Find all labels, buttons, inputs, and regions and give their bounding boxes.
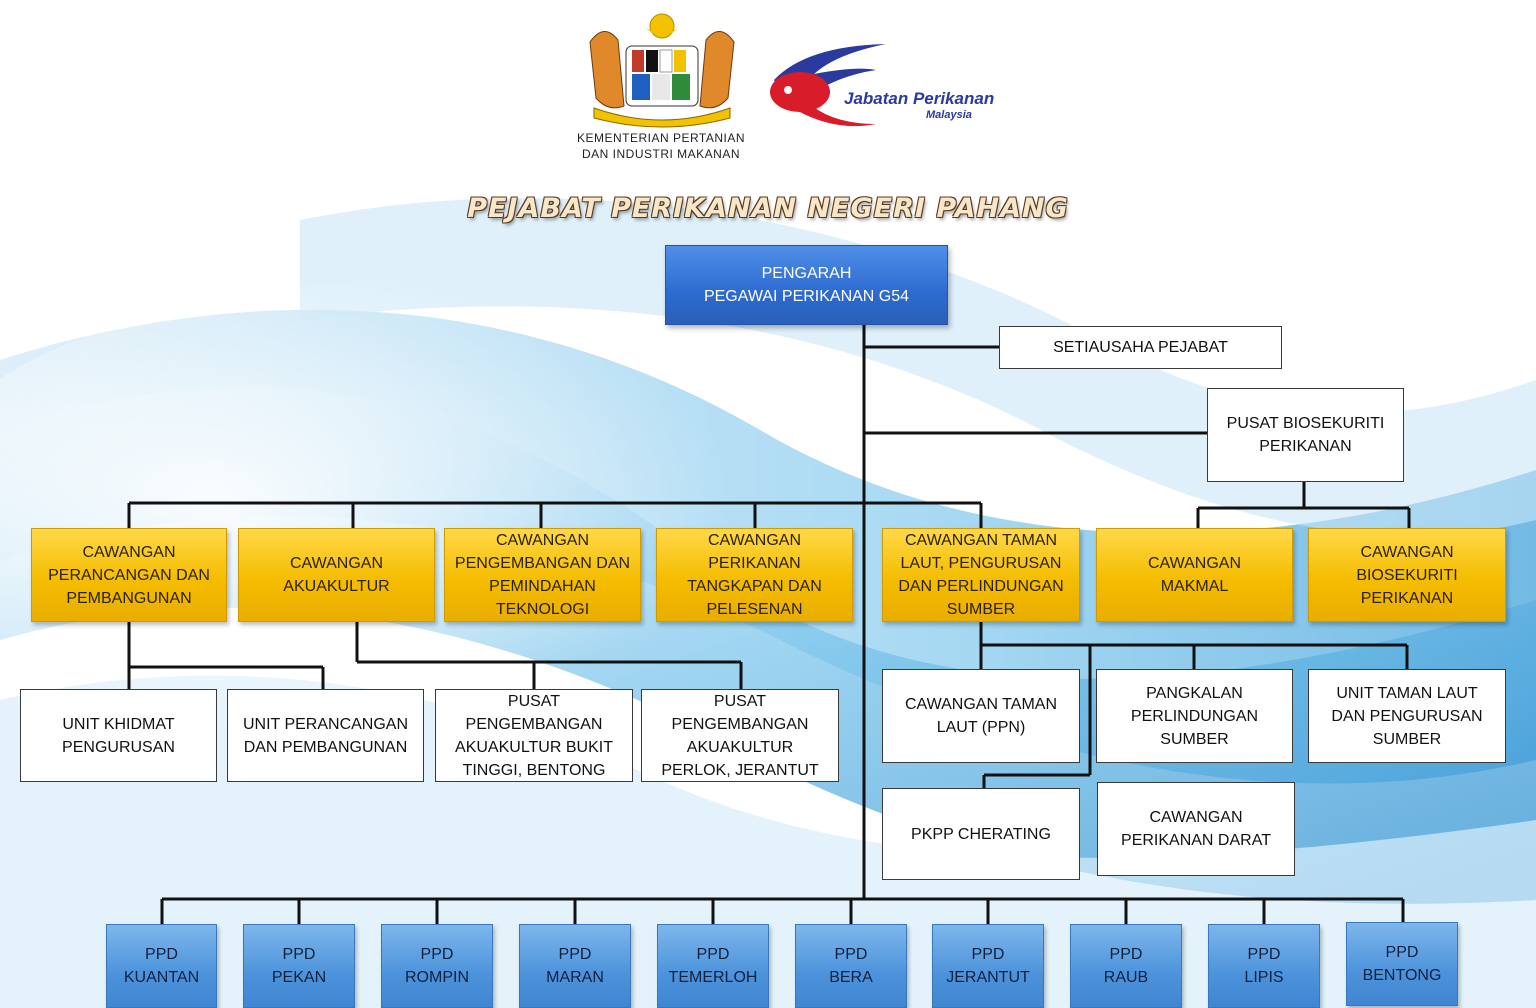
secretary-box: SETIAUSAHA PEJABAT <box>999 326 1282 369</box>
district-rompin: PPD ROMPIN <box>381 924 493 1008</box>
district-kuantan: PPD KUANTAN <box>106 924 217 1008</box>
unit-pkpp-cherating: PKPP CHERATING <box>882 788 1080 880</box>
unit-inland-fisheries: CAWANGAN PERIKANAN DARAT <box>1097 782 1295 876</box>
unit-planning-development: UNIT PERANCANGAN DAN PEMBANGUNAN <box>227 689 424 782</box>
district-lipis: PPD LIPIS <box>1208 924 1320 1008</box>
district-temerloh: PPD TEMERLOH <box>657 924 769 1008</box>
district-jerantut: PPD JERANTUT <box>932 924 1044 1008</box>
unit-marine-park-resource-management: UNIT TAMAN LAUT DAN PENGURUSAN SUMBER <box>1308 669 1506 763</box>
unit-aquaculture-center-perlok: PUSAT PENGEMBANGAN AKUAKULTUR PERLOK, JERANTUT <box>641 689 839 782</box>
unit-management-services: UNIT KHIDMAT PENGURUSAN <box>20 689 217 782</box>
district-maran: PPD MARAN <box>519 924 631 1008</box>
director-box: PENGARAH PEGAWAI PERIKANAN G54 <box>665 245 948 325</box>
branch-capture-fisheries-licensing: CAWANGAN PERIKANAN TANGKAPAN DAN PELESENAN <box>656 528 853 622</box>
unit-resource-protection-base: PANGKALAN PERLINDUNGAN SUMBER <box>1096 669 1293 763</box>
branch-planning-development: CAWANGAN PERANCANGAN DAN PEMBANGUNAN <box>31 528 227 622</box>
district-pekan: PPD PEKAN <box>243 924 355 1008</box>
department-logo-text: Jabatan Perikanan <box>844 89 995 108</box>
branch-extension-technology: CAWANGAN PENGEMBANGAN DAN PEMINDAHAN TEKNOLOGI <box>444 528 641 622</box>
branch-laboratory: CAWANGAN MAKMAL <box>1096 528 1293 622</box>
unit-marine-park-ppn: CAWANGAN TAMAN LAUT (PPN) <box>882 669 1080 763</box>
chart-title: PEJABAT PERIKANAN NEGERI PAHANG <box>467 193 1069 224</box>
jabatan-perikanan-logo <box>766 40 996 136</box>
unit-aquaculture-center-bukit-tinggi: PUSAT PENGEMBANGAN AKUAKULTUR BUKIT TINGGI, BENTONG <box>435 689 633 782</box>
district-bentong: PPD BENTONG <box>1346 922 1458 1006</box>
district-raub: PPD RAUB <box>1070 924 1182 1008</box>
malaysia-coat-of-arms-logo <box>584 12 740 128</box>
branch-aquaculture: CAWANGAN AKUAKULTUR <box>238 528 435 622</box>
biosecurity-center-box: PUSAT BIOSEKURITI PERIKANAN <box>1207 388 1404 482</box>
ministry-name: KEMENTERIAN PERTANIAN DAN INDUSTRI MAKANAN <box>576 131 746 161</box>
department-logo-country: Malaysia <box>926 109 972 121</box>
branch-fisheries-biosecurity: CAWANGAN BIOSEKURITI PERIKANAN <box>1308 528 1506 622</box>
district-bera: PPD BERA <box>795 924 907 1008</box>
branch-marine-park-resources: CAWANGAN TAMAN LAUT, PENGURUSAN DAN PERLINDUNGAN SUMBER <box>882 528 1080 622</box>
